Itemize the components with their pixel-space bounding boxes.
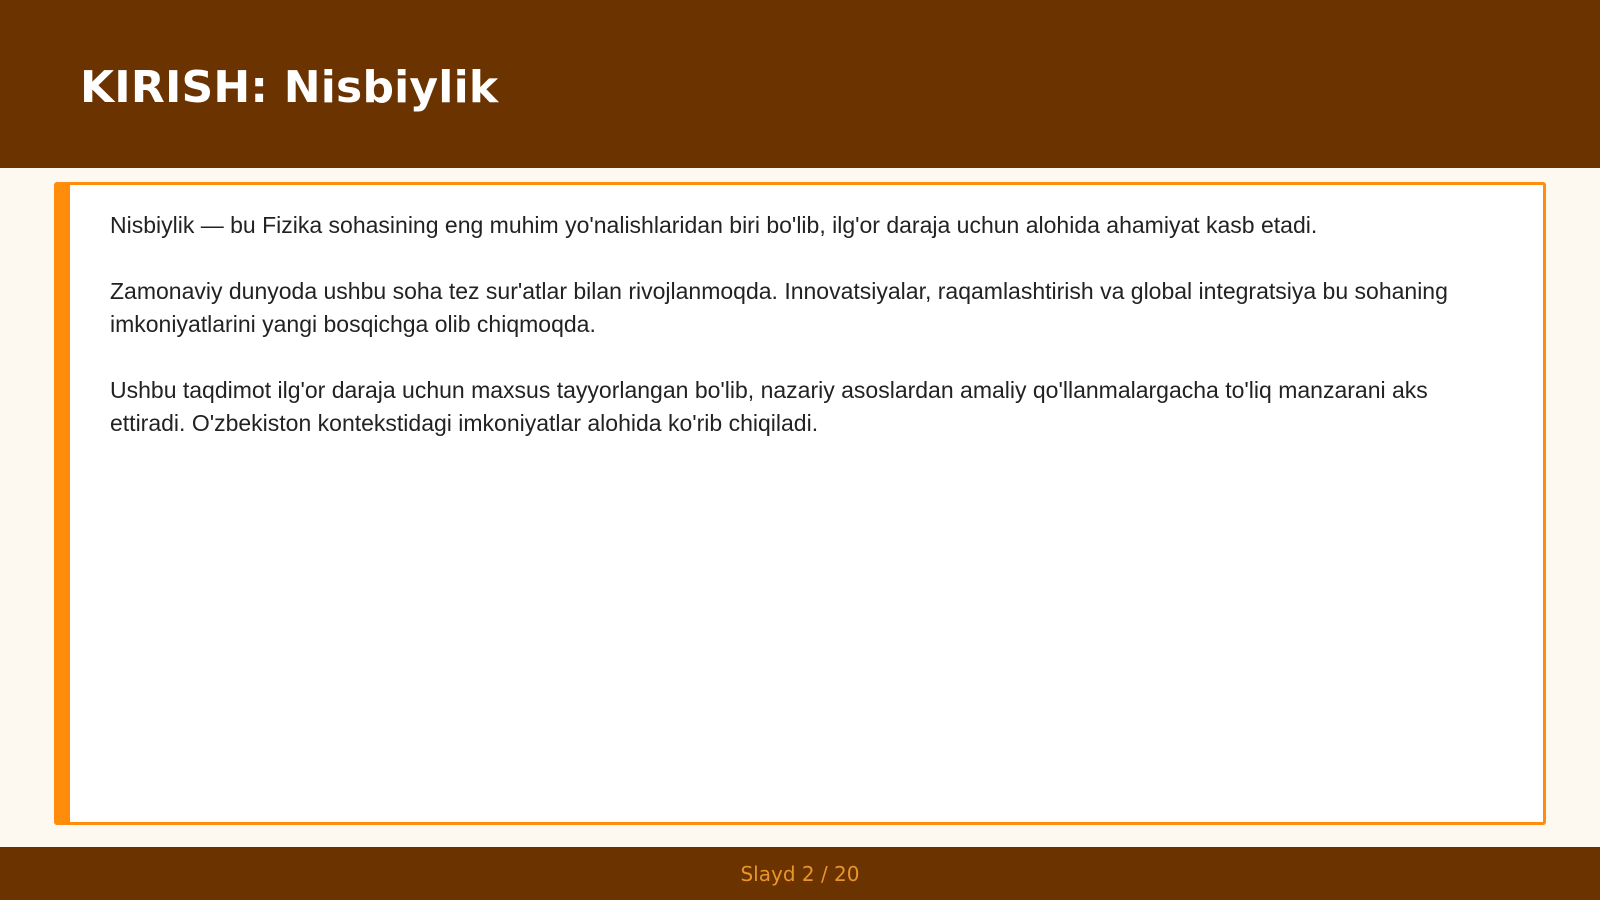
- slide-title: KIRISH: Nisbiylik: [80, 62, 499, 113]
- slide-counter: Slayd 2 / 20: [740, 862, 860, 886]
- slide-header: [0, 0, 1600, 168]
- content-body: [110, 209, 1487, 473]
- slide-footer: [0, 847, 1600, 900]
- modern-world-paragraph: Zamonaviy dunyoda ushbu soha tez sur'atlar bilan rivojlanmoqda. Innovatsiyalar, raqamlashtirish va global integratsiya bu sohaning imkoniyatlarini yangi bosqichga olib chiqmoqda.: [110, 278, 1448, 337]
- intro-paragraph: Nisbiylik — bu Fizika sohasining eng muhim yo'nalishlaridan biri bo'lib, ilg'or daraja uchun alohida ahamiyat kasb etadi.: [110, 212, 1318, 238]
- content-card: [54, 182, 1546, 825]
- presentation-scope-paragraph: Ushbu taqdimot ilg'or daraja uchun maxsus tayyorlangan bo'lib, nazariy asoslardan amaliy qo'llanmalargacha to'liq manzarani aks ettiradi. O'zbekiston kontekstidagi imkoniyatlar alohida ko'rib chiqiladi.: [110, 377, 1428, 436]
